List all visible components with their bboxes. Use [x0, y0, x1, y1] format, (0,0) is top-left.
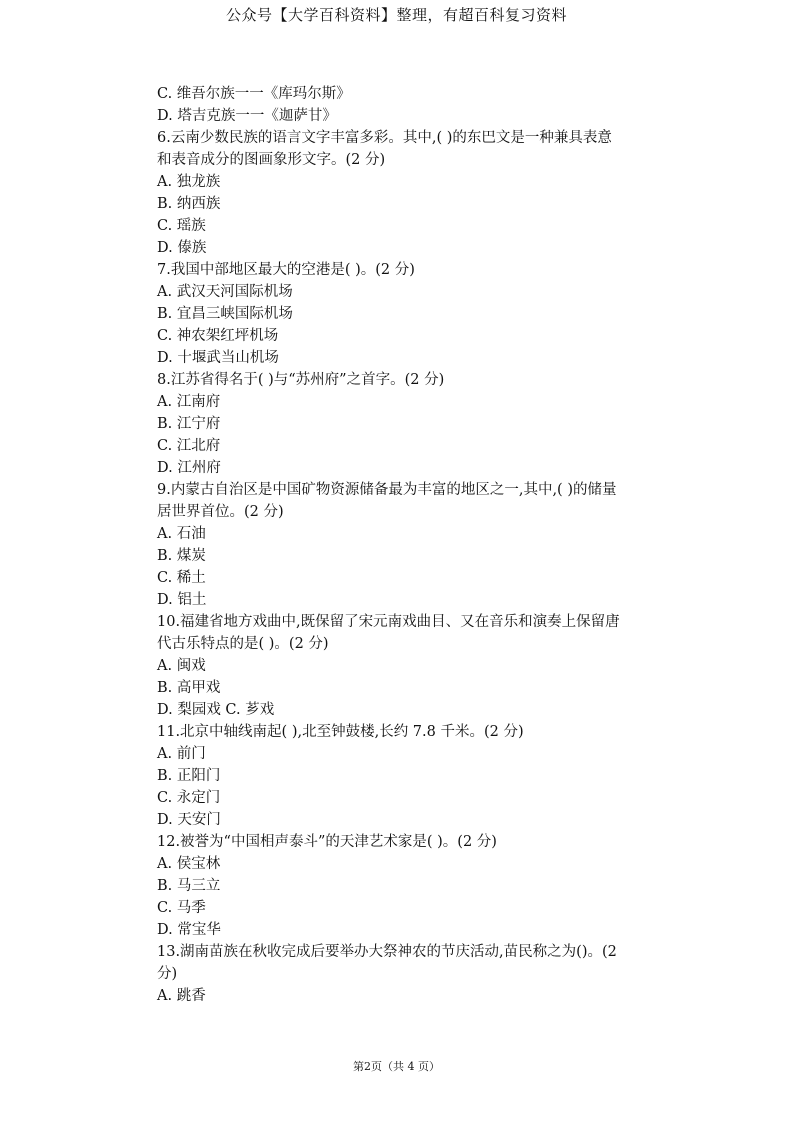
- answer-option: D. 江州府: [157, 460, 221, 476]
- answer-option: D. 梨园戏 C. 芗戏: [157, 702, 275, 718]
- answer-option: A. 石油: [157, 526, 206, 542]
- answer-option: B. 宜昌三峡国际机场: [157, 306, 293, 322]
- question-text: 6.云南少数民族的语言文字丰富多彩。其中,( )的东巴文是一种兼具表意: [157, 130, 612, 146]
- answer-option: B. 纳西族: [157, 196, 221, 212]
- answer-option: C. 稀土: [157, 570, 206, 586]
- text-line: C. 维吾尔族一一《库玛尔斯》: [157, 86, 351, 102]
- answer-option: C. 永定门: [157, 790, 221, 806]
- answer-option: C. 神农架红坪机场: [157, 328, 279, 344]
- answer-option: A. 闽戏: [157, 658, 206, 674]
- question-text: 代古乐特点的是( )。(2 分): [157, 636, 329, 652]
- answer-option: C. 江北府: [157, 438, 221, 454]
- answer-option: A. 独龙族: [157, 174, 221, 190]
- question-text: 9.内蒙古自治区是中国矿物资源储备最为丰富的地区之一,其中,( )的储量: [157, 482, 617, 498]
- answer-option: D. 铝土: [157, 592, 207, 608]
- page-number-footer: 第2页（共 4 页）: [353, 1060, 440, 1073]
- page-header-title: 公众号【大学百科资料】整理，有超百科复习资料: [225, 6, 567, 24]
- answer-option: D. 常宝华: [157, 922, 221, 938]
- answer-option: D. 十堰武当山机场: [157, 350, 279, 366]
- answer-option: A. 侯宝林: [157, 856, 221, 872]
- question-text: 13.湖南苗族在秋收完成后要举办大祭神农的节庆活动,苗民称之为()。(2: [157, 944, 617, 960]
- answer-option: A. 武汉天河国际机场: [157, 284, 293, 300]
- question-text: 12.被誉为“中国相声泰斗”的天津艺术家是( )。(2 分): [157, 834, 497, 850]
- question-text: 分): [157, 966, 178, 982]
- answer-option: C. 马季: [157, 900, 206, 916]
- answer-option: B. 煤炭: [157, 548, 206, 564]
- answer-option: A. 前门: [157, 746, 206, 762]
- answer-option: A. 江南府: [157, 394, 221, 410]
- answer-option: B. 江宁府: [157, 416, 221, 432]
- answer-option: D. 天安门: [157, 812, 221, 828]
- answer-option: A. 跳香: [157, 988, 206, 1004]
- answer-option: B. 高甲戏: [157, 680, 221, 696]
- question-text: 居世界首位。(2 分): [157, 504, 284, 520]
- question-text: 7.我国中部地区最大的空港是( )。(2 分): [157, 262, 415, 278]
- answer-option: B. 马三立: [157, 878, 221, 894]
- question-text: 11.北京中轴线南起( ),北至钟鼓楼,长约 7.8 千米。(2 分): [157, 724, 524, 740]
- answer-option: D. 傣族: [157, 240, 207, 256]
- question-text: 10.福建省地方戏曲中,既保留了宋元南戏曲目、又在音乐和演奏上保留唐: [157, 614, 620, 630]
- answer-option: C. 瑶族: [157, 218, 206, 234]
- text-line: D. 塔吉克族一一《迦萨甘》: [157, 108, 337, 124]
- answer-option: B. 正阳门: [157, 768, 221, 784]
- question-text: 8.江苏省得名于( )与“苏州府”之首字。(2 分): [157, 372, 445, 388]
- question-text: 和表音成分的图画象形文字。(2 分): [157, 152, 386, 168]
- document-body: [157, 83, 687, 1007]
